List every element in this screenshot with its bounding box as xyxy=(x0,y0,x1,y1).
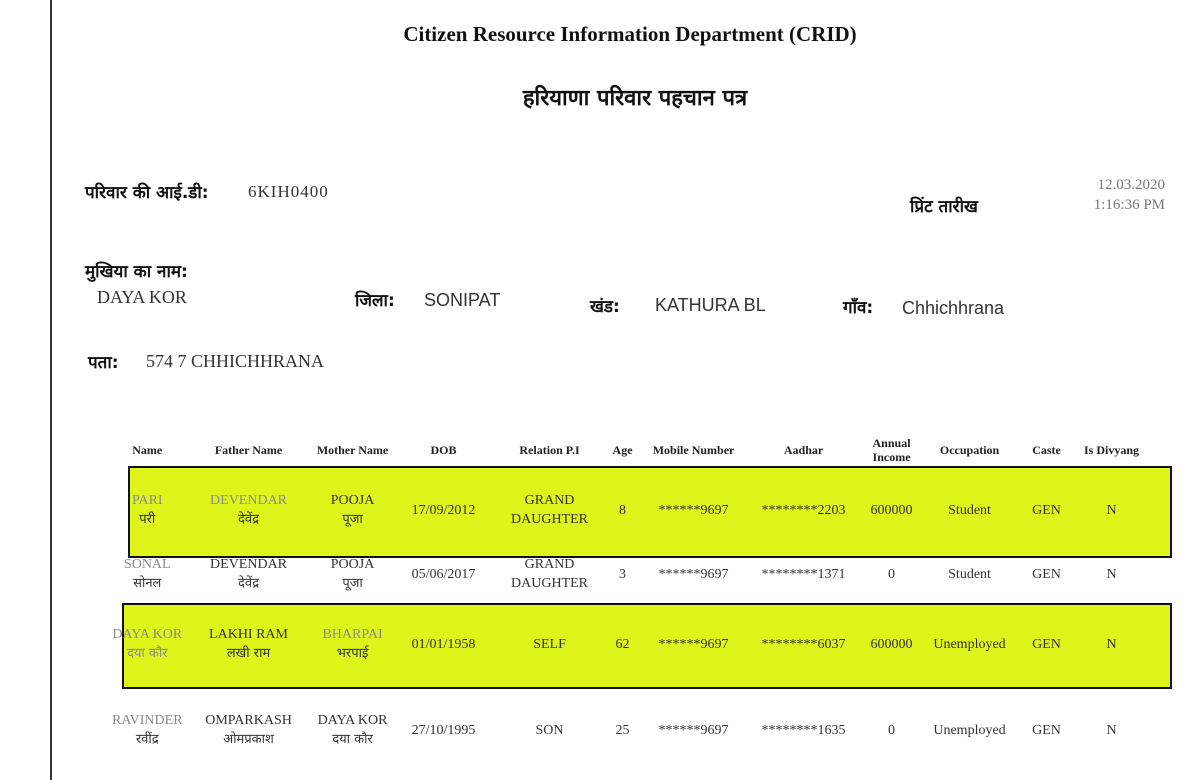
cell-mobile: ******9697 xyxy=(658,722,729,738)
header-divyang: Is Divyang xyxy=(1084,443,1140,457)
village-value: Chhichhrana xyxy=(902,298,1005,318)
header-mother-name: Mother Name xyxy=(316,443,389,457)
head-name-value: DAYA KOR xyxy=(97,287,187,307)
mother-en: DAYA KOR xyxy=(317,713,388,728)
cell-occupation: Student xyxy=(948,566,991,582)
print-date xyxy=(1040,175,1165,215)
members-table xyxy=(110,425,1147,775)
mother-hi: दया कौर xyxy=(332,732,373,747)
cell-age: 62 xyxy=(615,636,630,652)
cell-divyang: N xyxy=(1106,636,1117,652)
cell-name xyxy=(110,475,185,545)
cell-father xyxy=(185,603,313,685)
district-value: SONIPAT xyxy=(424,290,501,310)
father-hi: ओमप्रकाश xyxy=(223,732,274,747)
cell-relation: SELF xyxy=(533,636,566,652)
cell-father xyxy=(185,545,313,603)
cell-mother xyxy=(313,545,393,603)
header-relation: Relation P.I xyxy=(519,443,580,457)
cell-age: 3 xyxy=(619,566,627,582)
father-hi: देवेंद्र xyxy=(238,576,260,591)
father-en: DEVENDAR xyxy=(210,557,288,572)
mother-hi: पूजा xyxy=(342,576,363,591)
cell-mobile: ******9697 xyxy=(658,566,729,582)
block-value: KATHURA BL xyxy=(655,295,766,315)
cell-aadhar: ********1635 xyxy=(761,722,846,738)
name-hi: सोनल xyxy=(133,576,162,591)
head-name-label: मुखिया का नाम: xyxy=(85,262,188,282)
name-en: DAYA KOR xyxy=(112,627,183,642)
cell-income: 0 xyxy=(888,722,896,738)
cell-mobile: ******9697 xyxy=(658,636,729,652)
name-en: SONAL xyxy=(123,557,171,572)
header-aadhar: Aadhar xyxy=(783,443,824,457)
cell-dob: 27/10/1995 xyxy=(411,722,476,738)
header-father-name: Father Name xyxy=(214,443,283,457)
cell-income: 0 xyxy=(888,566,896,582)
cell-aadhar: ********1371 xyxy=(761,566,846,582)
header-dob: DOB xyxy=(430,443,457,457)
mother-en: BHARPAI xyxy=(322,627,383,642)
mother-hi: भरपाई xyxy=(336,646,369,661)
cell-caste: GEN xyxy=(1032,566,1061,582)
cell-age: 25 xyxy=(615,722,630,738)
table-row xyxy=(110,475,1147,545)
cell-father xyxy=(185,685,313,775)
scan-edge-line xyxy=(50,0,52,780)
header-age: Age xyxy=(612,443,633,457)
cell-divyang: N xyxy=(1106,566,1117,582)
father-hi: लखी राम xyxy=(226,646,271,661)
family-id-value: 6KIH0400 xyxy=(248,182,329,201)
cell-relation: GRAND DAUGHTER xyxy=(511,557,589,591)
table-row xyxy=(110,685,1147,775)
name-hi: दया कौर xyxy=(126,646,168,661)
cell-relation: SON xyxy=(535,722,564,738)
father-en: OMPARKASH xyxy=(205,713,292,728)
district-label: जिला: xyxy=(355,291,395,311)
cell-aadhar: ********2203 xyxy=(761,502,846,518)
print-date-value: 12.03.2020 xyxy=(1097,177,1165,193)
name-hi: रवींद्र xyxy=(135,732,159,747)
cell-mobile: ******9697 xyxy=(658,502,729,518)
header-income: Annual Income xyxy=(872,436,911,464)
address-value: 574 7 CHHICHHRANA xyxy=(146,351,325,371)
cell-caste: GEN xyxy=(1032,636,1061,652)
header-mobile: Mobile Number xyxy=(652,443,735,457)
block-label: खंड: xyxy=(590,297,620,317)
name-hi: परी xyxy=(139,512,156,527)
cell-occupation: Unemployed xyxy=(933,636,1006,652)
cell-relation: GRAND DAUGHTER xyxy=(511,493,589,527)
table-header-row xyxy=(110,425,1147,475)
name-en: PARI xyxy=(131,493,163,508)
document-title: Citizen Resource Information Department (CRID) xyxy=(403,22,857,46)
cell-divyang: N xyxy=(1106,502,1117,518)
cell-name xyxy=(110,603,185,685)
cell-caste: GEN xyxy=(1032,502,1061,518)
cell-occupation: Unemployed xyxy=(933,722,1006,738)
cell-caste: GEN xyxy=(1032,722,1061,738)
family-id-label: परिवार की आई.डी: xyxy=(85,183,209,203)
cell-mother xyxy=(313,603,393,685)
address-label: पता: xyxy=(88,353,119,373)
mother-hi: पूजा xyxy=(342,512,363,527)
cell-income: 600000 xyxy=(870,502,913,518)
cell-name xyxy=(110,545,185,603)
cell-income: 600000 xyxy=(870,636,913,652)
cell-dob: 05/06/2017 xyxy=(411,566,476,582)
father-en: DEVENDAR xyxy=(210,493,288,508)
village-label: गाँव: xyxy=(843,298,874,318)
table-row xyxy=(110,545,1147,603)
header-occupation: Occupation xyxy=(939,443,1000,457)
print-date-label: प्रिंट तारीख xyxy=(910,197,978,217)
cell-divyang: N xyxy=(1106,722,1117,738)
cell-father xyxy=(185,475,313,545)
print-time-value: 1:16:36 PM xyxy=(1093,197,1165,213)
father-en: LAKHI RAM xyxy=(209,627,288,642)
cell-age: 8 xyxy=(619,502,627,518)
document-subtitle: हरियाणा परिवार पहचान पत्र xyxy=(522,86,748,111)
header-name: Name xyxy=(132,443,163,457)
mother-en: POOJA xyxy=(330,557,375,572)
name-en: RAVINDER xyxy=(112,713,183,728)
cell-dob: 01/01/1958 xyxy=(411,636,476,652)
cell-mother xyxy=(313,475,393,545)
cell-aadhar: ********6037 xyxy=(761,636,846,652)
cell-dob: 17/09/2012 xyxy=(411,502,476,518)
mother-en: POOJA xyxy=(330,493,375,508)
table-row xyxy=(110,603,1147,685)
cell-mother xyxy=(313,685,393,775)
cell-occupation: Student xyxy=(948,502,991,518)
cell-name xyxy=(110,685,185,775)
header-caste: Caste xyxy=(1032,443,1061,457)
father-hi: देवेंद्र xyxy=(238,512,260,527)
